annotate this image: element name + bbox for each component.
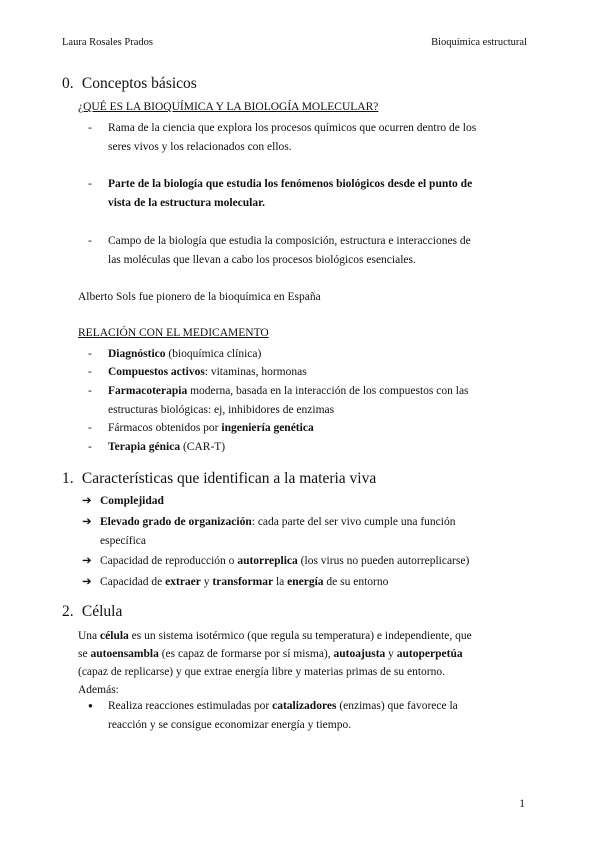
section-1-heading (62, 470, 376, 488)
bullet-icon: ● (88, 701, 93, 710)
question-subheading: ¿QUÉ ES LA BIOQUÍMICA Y LA BIOLOGÍA MOLECULAR? (78, 101, 379, 113)
header-author: Laura Rosales Prados (62, 37, 153, 48)
section-1-number: 1. (62, 470, 74, 487)
arrow-icon: ➔ (82, 555, 92, 567)
arrow-icon: ➔ (82, 576, 92, 588)
dash-marker: - (88, 422, 92, 434)
arrow-icon: ➔ (82, 495, 92, 507)
section-2-title: Célula (81, 603, 123, 620)
arrow-icon: ➔ (82, 516, 92, 528)
dash-marker: - (88, 178, 92, 190)
section-0-heading (62, 75, 197, 93)
sols-note: Alberto Sols fue pionero de la bioquímica en España (78, 291, 321, 303)
dash-marker: - (88, 235, 92, 247)
dash-marker: - (88, 385, 92, 397)
section-1-title: Características que identifican a la materia viva (81, 470, 377, 487)
section-0-title: Conceptos básicos (81, 75, 197, 92)
section-2-heading (62, 603, 122, 621)
header-subject: Bioquímica estructural (431, 37, 527, 48)
cell-definition: Una célula es un sistema isotérmico (que regula su temperatura) e independiente, que se autoensambla (es capaz de formarse por sí misma), autoajusta y autoperpetúa (capaz de replicarse) y que extrae energía libre y materias primas de su entorno. Además: (78, 630, 472, 696)
dash-marker: - (88, 366, 92, 378)
dash-marker: - (88, 348, 92, 360)
page-number: 1 (519, 798, 525, 810)
section-2-number: 2. (62, 603, 74, 620)
dash-marker: - (88, 441, 92, 453)
section-0-number: 0. (62, 75, 74, 92)
relation-subheading: RELACIÓN CON EL MEDICAMENTO (78, 327, 269, 339)
dash-marker: - (88, 122, 92, 134)
